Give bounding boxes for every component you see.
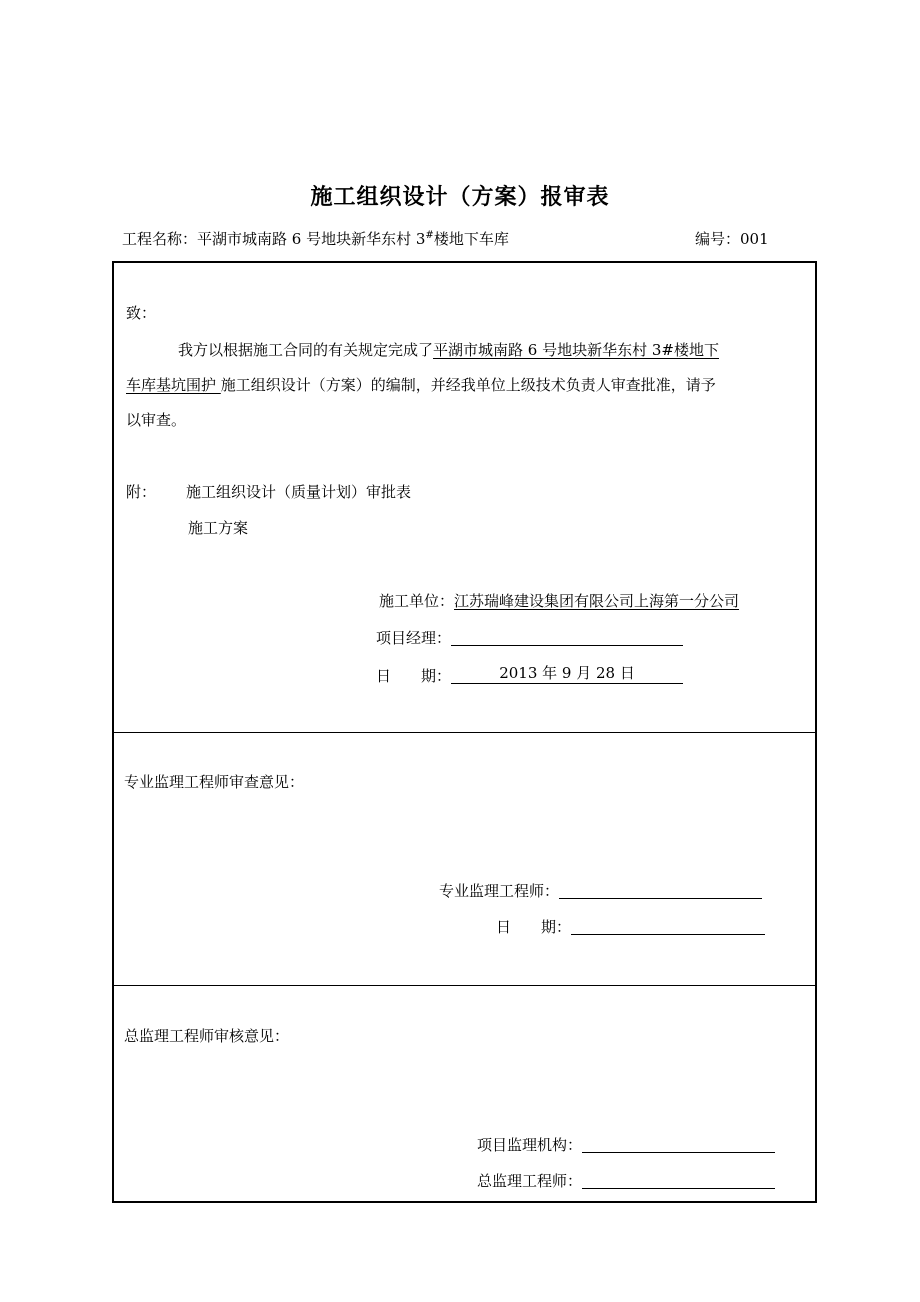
manager-label: 项目经理：: [376, 629, 452, 647]
engineer-opinion-label: 专业监理工程师审查意见：: [124, 773, 305, 791]
project-label: 工程名称：: [122, 230, 198, 248]
body-line-3: [126, 403, 811, 438]
body-line-1: [126, 333, 811, 368]
date-blank-2: [571, 919, 765, 935]
project-sup: #: [425, 230, 434, 241]
project-name: 平湖市城南路 6 号地块新华东村 3: [197, 230, 426, 248]
chief-opinion-label: 总监理工程师审核意见：: [124, 1027, 290, 1045]
body-line-2: [126, 368, 811, 403]
chief-label: 总监理工程师：: [477, 1172, 583, 1190]
date-label-1: 日 期：: [376, 667, 452, 685]
body-suffix-3: 以审查。: [126, 411, 187, 429]
divider-1: [114, 732, 815, 733]
engineer-label: 专业监理工程师：: [439, 882, 560, 900]
unit-label: 施工单位：: [379, 592, 455, 610]
to-label: 致：: [126, 304, 157, 322]
body-project-2: 车库基坑围护: [126, 376, 221, 394]
body-prefix: 我方以根据施工合同的有关规定完成了: [178, 341, 434, 359]
date-label-2: 日 期：: [496, 918, 572, 936]
org-blank: [582, 1137, 775, 1153]
body-suffix-2: 施工组织设计（方案）的编制，并经我单位上级技术负责人审查批准，请予: [220, 376, 716, 394]
org-line: [477, 1137, 775, 1153]
divider-2: [114, 985, 815, 986]
date-value-1: 2013 年 9 月 28 日: [451, 666, 683, 684]
chief-line: [477, 1173, 775, 1189]
engineer-blank: [559, 883, 762, 899]
approval-form: [112, 261, 817, 1203]
attach-item-2: 施工方案: [188, 519, 249, 537]
attach-label: 附：: [126, 483, 157, 501]
unit-value: 江苏瑞峰建设集团有限公司上海第一分公司: [454, 592, 740, 610]
date-line-2: [496, 919, 765, 935]
number-line: [695, 228, 769, 249]
body-paragraph: [126, 333, 811, 438]
project-name-tail: 楼地下车库: [433, 230, 509, 248]
unit-line: [379, 594, 739, 609]
number-label: 编号：: [695, 230, 741, 248]
page-title: 施工组织设计（方案）报审表: [310, 184, 610, 210]
manager-line: [376, 630, 683, 646]
attach-item-1: 施工组织设计（质量计划）审批表: [186, 483, 412, 501]
org-label: 项目监理机构：: [477, 1136, 583, 1154]
date-line-1: [376, 666, 683, 684]
manager-blank: [451, 630, 683, 646]
number-value: 001: [740, 230, 769, 248]
chief-blank: [582, 1173, 775, 1189]
engineer-line: [439, 883, 762, 899]
body-project-1: 平湖市城南路 6 号地块新华东村 3#楼地下: [433, 341, 719, 359]
project-name-line: [122, 228, 509, 249]
